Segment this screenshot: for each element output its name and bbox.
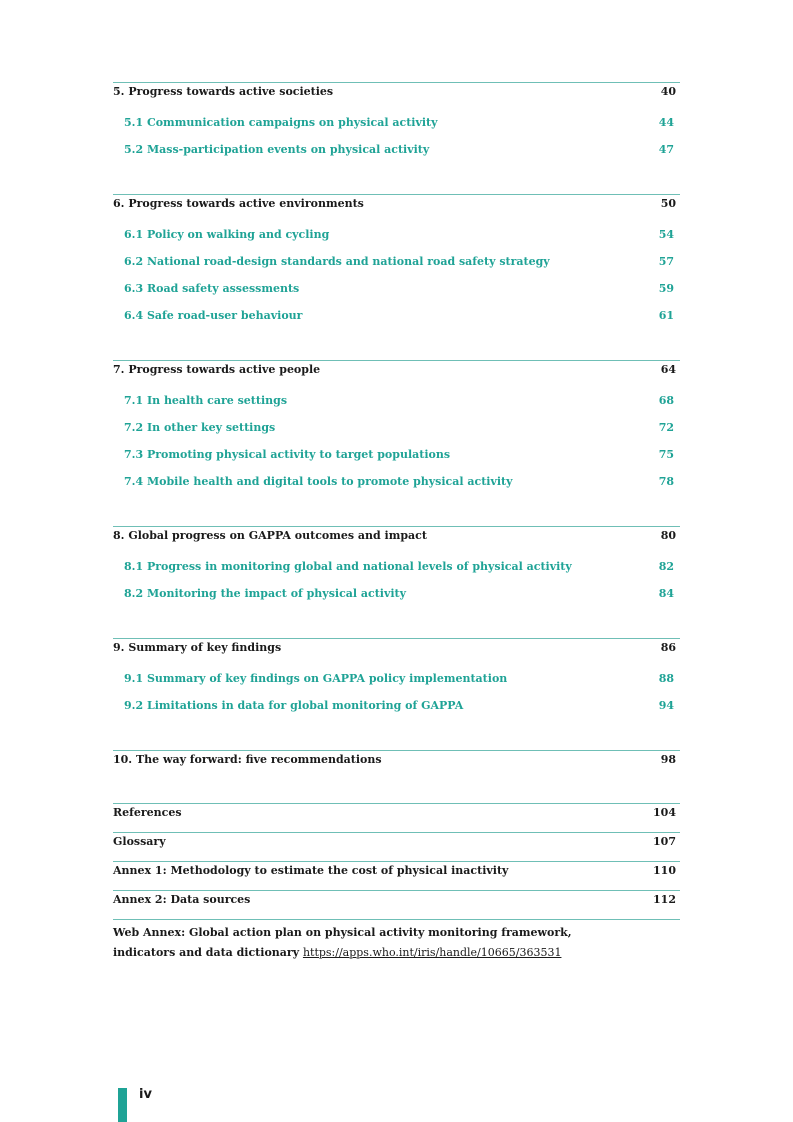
toc-subsection-entry[interactable] — [113, 475, 680, 502]
toc-backmatter-title: References — [113, 806, 182, 819]
toc-subsection-page: 84 — [658, 587, 674, 600]
toc-section — [113, 360, 680, 526]
toc-chapter-title: 9. Summary of key findings — [113, 641, 282, 654]
toc-chapter-title: 8. Global progress on GAPPA outcomes and impact — [113, 529, 427, 542]
toc-subsection-title: 6.1 Policy on walking and cycling — [124, 228, 330, 241]
toc-subsection-entry[interactable] — [113, 699, 680, 726]
toc-subsection-title: 6.2 National road-design standards and national road safety strategy — [124, 255, 550, 268]
toc-subsection-entry[interactable] — [113, 560, 680, 587]
toc-chapter-title: 6. Progress towards active environments — [113, 197, 364, 210]
footer-accent-bar — [118, 1088, 127, 1122]
toc-subsection-page: 57 — [658, 255, 674, 268]
toc-subsection-page: 44 — [658, 116, 674, 129]
toc-subsection-entry[interactable] — [113, 672, 680, 699]
web-annex-line1: Web Annex: Global action plan on physical activity monitoring framework, — [113, 926, 572, 939]
toc-subsection-title: 7.4 Mobile health and digital tools to promote physical activity — [124, 475, 513, 488]
toc-subsection-page: 78 — [658, 475, 674, 488]
toc-subsection-title: 8.2 Monitoring the impact of physical activity — [124, 587, 407, 600]
toc-chapter-page: 64 — [660, 363, 676, 376]
toc-chapter-entry[interactable] — [113, 82, 680, 99]
footer-page-number: iv — [139, 1087, 152, 1102]
toc-backmatter-page: 112 — [653, 893, 676, 906]
toc-backmatter-entry[interactable] — [113, 890, 680, 919]
toc-chapter-page: 80 — [660, 529, 676, 542]
section-gap — [113, 336, 680, 360]
toc-subsection-entry[interactable] — [113, 587, 680, 614]
toc-subsection-entry[interactable] — [113, 116, 680, 143]
toc-backmatter-page: 104 — [653, 806, 676, 819]
toc-subsection-page: 94 — [658, 699, 674, 712]
toc-chapter-title: 5. Progress towards active societies — [113, 85, 334, 98]
toc-chapter-entry[interactable] — [113, 360, 680, 377]
toc-subsection-title: 7.1 In health care settings — [124, 394, 288, 407]
toc-subsection-entry[interactable] — [113, 421, 680, 448]
toc-subsection-title: 8.1 Progress in monitoring global and national levels of physical activity — [124, 560, 572, 573]
toc-subsection-entry[interactable] — [113, 394, 680, 421]
section-gap — [113, 614, 680, 638]
section-gap — [113, 502, 680, 526]
toc-subsection-title: 9.2 Limitations in data for global monitoring of GAPPA — [124, 699, 464, 712]
toc-backmatter-page: 107 — [653, 835, 676, 848]
toc-subsection-page: 88 — [658, 672, 674, 685]
toc-subsection-page: 59 — [658, 282, 674, 295]
toc-subsection-title: 5.2 Mass-participation events on physical activity — [124, 143, 430, 156]
toc-section — [113, 194, 680, 360]
toc-chapter-entry[interactable] — [113, 638, 680, 655]
toc-section — [113, 82, 680, 194]
toc-backmatter-title: Glossary — [113, 835, 166, 848]
toc-chapter-page: 40 — [660, 85, 676, 98]
toc-backmatter-entry[interactable] — [113, 832, 680, 861]
toc-chapter-title: 7. Progress towards active people — [113, 363, 321, 376]
web-annex-link[interactable]: https://apps.who.int/iris/handle/10665/363531 — [302, 946, 562, 959]
toc-subsection-entry[interactable] — [113, 309, 680, 336]
toc-section — [113, 526, 680, 638]
toc-subsection-title: 5.1 Communication campaigns on physical activity — [124, 116, 438, 129]
toc-subsection-entry[interactable] — [113, 143, 680, 170]
toc-subsection-entry[interactable] — [113, 448, 680, 475]
toc-chapter-page: 86 — [660, 641, 676, 654]
section-gap — [113, 726, 680, 750]
toc-chapter-page: 98 — [660, 753, 676, 766]
toc-chapter-title: 10. The way forward: five recommendations — [113, 753, 382, 766]
toc-subsection-entry[interactable] — [113, 282, 680, 309]
spacer — [113, 767, 680, 803]
toc-backmatter-entry[interactable] — [113, 803, 680, 832]
toc-subsection-page: 54 — [658, 228, 674, 241]
toc-chapter-entry[interactable] — [113, 194, 680, 211]
toc-section — [113, 638, 680, 750]
toc-subsection-page: 82 — [658, 560, 674, 573]
toc-subsection-page: 68 — [658, 394, 674, 407]
toc-subsection-title: 9.1 Summary of key findings on GAPPA policy implementation — [124, 672, 508, 685]
toc-backmatter-title: Annex 2: Data sources — [113, 893, 251, 906]
toc-subsection-page: 72 — [658, 421, 674, 434]
toc-subsection-entry[interactable] — [113, 255, 680, 282]
toc-subsection-page: 61 — [658, 309, 674, 322]
toc-backmatter-entry[interactable] — [113, 861, 680, 890]
toc-subsection-title: 7.3 Promoting physical activity to target populations — [124, 448, 451, 461]
section-gap — [113, 170, 680, 194]
toc-subsection-title: 6.4 Safe road-user behaviour — [124, 309, 303, 322]
web-annex-line2: indicators and data dictionary — [113, 946, 300, 959]
toc-backmatter-page: 110 — [653, 864, 676, 877]
table-of-contents — [113, 82, 680, 963]
toc-chapter-page: 50 — [660, 197, 676, 210]
toc-subsection-entry[interactable] — [113, 228, 680, 255]
toc-subsection-title: 6.3 Road safety assessments — [124, 282, 300, 295]
toc-sections — [113, 82, 680, 767]
back-matter — [113, 803, 680, 919]
toc-subsection-page: 47 — [658, 143, 674, 156]
toc-backmatter-title: Annex 1: Methodology to estimate the cost of physical inactivity — [113, 864, 509, 877]
toc-chapter-entry[interactable] — [113, 526, 680, 543]
toc-chapter-entry[interactable] — [113, 750, 680, 767]
toc-section — [113, 750, 680, 767]
toc-subsection-page: 75 — [658, 448, 674, 461]
web-annex-entry — [113, 919, 680, 963]
toc-subsection-title: 7.2 In other key settings — [124, 421, 276, 434]
